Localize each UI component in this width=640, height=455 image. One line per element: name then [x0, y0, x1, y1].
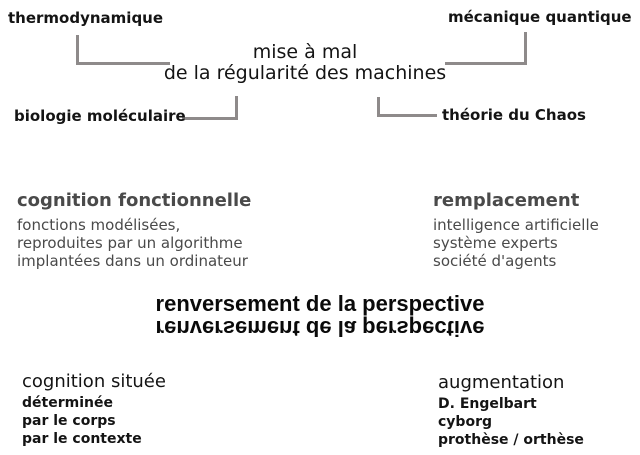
central-title	[120, 42, 490, 84]
section-cognition-fonctionnelle-line: fonctions modélisées,	[17, 216, 181, 234]
section-remplacement-heading: remplacement	[433, 190, 580, 211]
section-cognition-situee-line: par le corps	[22, 413, 116, 429]
section-cognition-fonctionnelle-heading: cognition fonctionnelle	[17, 190, 252, 211]
label-theorie-du-chaos: théorie du Chaos	[442, 106, 586, 124]
label-biologie-moleculaire: biologie moléculaire	[14, 107, 186, 125]
section-remplacement-line: système experts	[433, 234, 558, 252]
connector-biologie-moleculaire-line	[182, 96, 238, 120]
label-thermodynamique: thermodynamique	[8, 9, 164, 27]
section-augmentation-heading: augmentation	[438, 372, 565, 393]
connector-theorie-du-chaos-line	[377, 97, 437, 117]
section-cognition-fonctionnelle-line: reproduites par un algorithme	[17, 234, 243, 252]
section-remplacement-line: société d'agents	[433, 252, 557, 270]
section-cognition-situee-line: par le contexte	[22, 431, 142, 447]
section-cognition-situee	[22, 370, 166, 448]
section-cognition-situee-line: déterminée	[22, 395, 113, 411]
section-cognition-fonctionnelle	[17, 190, 251, 270]
section-augmentation-line: prothèse / orthèse	[438, 432, 584, 448]
central-title-line2: de la régularité des machines	[163, 62, 447, 84]
section-remplacement	[433, 190, 599, 270]
section-cognition-situee-heading: cognition située	[22, 371, 166, 392]
banner-renversement: renversement de la perspective	[155, 291, 485, 316]
section-cognition-fonctionnelle-line: implantées dans un ordinateur	[17, 252, 248, 270]
section-augmentation	[438, 371, 584, 449]
section-augmentation-line: cyborg	[438, 414, 492, 430]
section-augmentation-line: D. Engelbart	[438, 396, 537, 412]
central-title-line1: mise à mal	[252, 41, 358, 63]
label-mecanique-quantique: mécanique quantique	[448, 8, 632, 26]
section-remplacement-line: intelligence artificielle	[433, 216, 599, 234]
banner-renversement-mirrored: renversement de la perspective	[155, 316, 485, 341]
